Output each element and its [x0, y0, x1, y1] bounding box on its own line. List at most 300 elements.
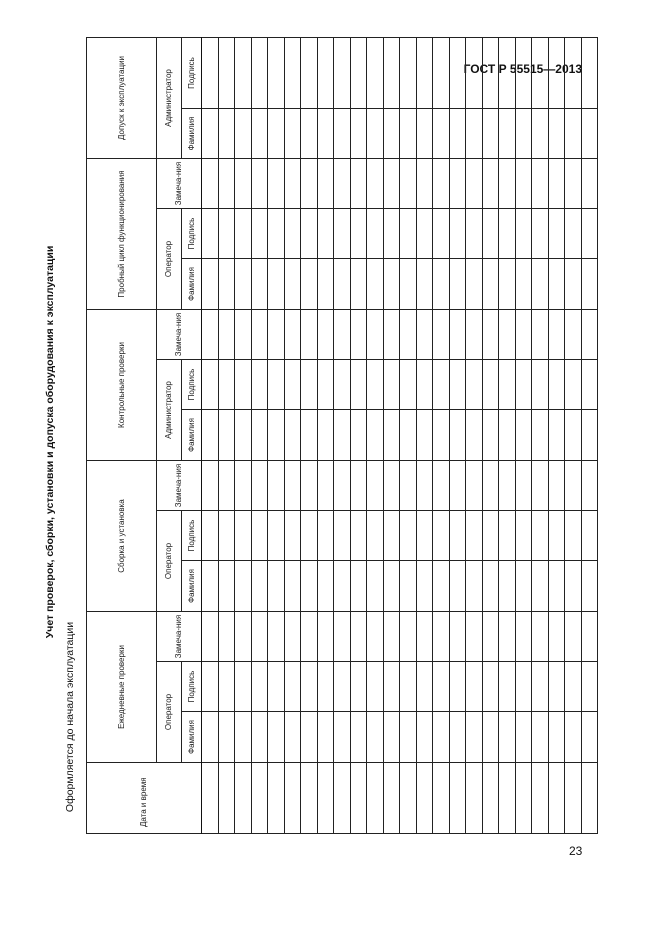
table-cell[interactable] [317, 360, 334, 410]
table-cell[interactable] [466, 511, 483, 561]
table-cell[interactable] [268, 612, 285, 662]
table-cell[interactable] [416, 310, 433, 360]
table-cell[interactable] [301, 159, 318, 209]
table-cell[interactable] [482, 612, 499, 662]
table-cell[interactable] [499, 360, 516, 410]
table-cell[interactable] [400, 612, 417, 662]
table-cell[interactable] [218, 561, 235, 612]
table-cell[interactable] [416, 612, 433, 662]
table-cell[interactable] [499, 259, 516, 310]
table-cell[interactable] [350, 763, 367, 834]
table-cell[interactable] [317, 763, 334, 834]
table-cell[interactable] [565, 310, 582, 360]
table-cell[interactable] [466, 310, 483, 360]
table-cell[interactable] [532, 37, 549, 108]
table-cell[interactable] [515, 109, 532, 159]
table-cell[interactable] [532, 159, 549, 209]
table-cell[interactable] [235, 410, 252, 461]
table-cell[interactable] [499, 109, 516, 159]
table-cell[interactable] [565, 561, 582, 612]
table-cell[interactable] [433, 159, 450, 209]
table-cell[interactable] [565, 209, 582, 259]
table-cell[interactable] [383, 109, 400, 159]
table-cell[interactable] [202, 310, 219, 360]
table-cell[interactable] [499, 662, 516, 712]
table-cell[interactable] [251, 561, 268, 612]
table-cell[interactable] [218, 37, 235, 108]
table-cell[interactable] [350, 561, 367, 612]
table-cell[interactable] [515, 662, 532, 712]
table-cell[interactable] [433, 662, 450, 712]
table-cell[interactable] [433, 612, 450, 662]
table-cell[interactable] [383, 310, 400, 360]
table-cell[interactable] [350, 259, 367, 310]
table-cell[interactable] [218, 109, 235, 159]
table-cell[interactable] [565, 763, 582, 834]
table-cell[interactable] [202, 410, 219, 461]
table-cell[interactable] [202, 763, 219, 834]
table-cell[interactable] [499, 159, 516, 209]
table-cell[interactable] [515, 561, 532, 612]
table-cell[interactable] [565, 159, 582, 209]
table-cell[interactable] [400, 259, 417, 310]
table-cell[interactable] [400, 712, 417, 763]
table-cell[interactable] [581, 360, 598, 410]
table-cell[interactable] [350, 410, 367, 461]
table-cell[interactable] [301, 310, 318, 360]
table-cell[interactable] [301, 259, 318, 310]
table-cell[interactable] [515, 511, 532, 561]
table-cell[interactable] [367, 712, 384, 763]
table-cell[interactable] [268, 209, 285, 259]
table-cell[interactable] [334, 662, 351, 712]
table-cell[interactable] [565, 461, 582, 511]
table-cell[interactable] [202, 209, 219, 259]
table-cell[interactable] [251, 360, 268, 410]
table-cell[interactable] [400, 410, 417, 461]
table-cell[interactable] [317, 612, 334, 662]
table-cell[interactable] [350, 662, 367, 712]
table-cell[interactable] [284, 763, 301, 834]
table-cell[interactable] [251, 662, 268, 712]
table-cell[interactable] [350, 37, 367, 108]
table-cell[interactable] [284, 360, 301, 410]
table-cell[interactable] [466, 109, 483, 159]
table-cell[interactable] [202, 109, 219, 159]
table-cell[interactable] [284, 159, 301, 209]
table-cell[interactable] [466, 159, 483, 209]
table-cell[interactable] [466, 461, 483, 511]
table-cell[interactable] [482, 37, 499, 108]
table-cell[interactable] [202, 360, 219, 410]
table-cell[interactable] [565, 612, 582, 662]
table-cell[interactable] [433, 360, 450, 410]
table-cell[interactable] [581, 410, 598, 461]
table-cell[interactable] [416, 159, 433, 209]
table-cell[interactable] [383, 612, 400, 662]
table-cell[interactable] [581, 259, 598, 310]
table-cell[interactable] [235, 360, 252, 410]
table-cell[interactable] [416, 360, 433, 410]
table-cell[interactable] [268, 360, 285, 410]
table-cell[interactable] [515, 763, 532, 834]
table-cell[interactable] [416, 37, 433, 108]
table-cell[interactable] [268, 461, 285, 511]
table-cell[interactable] [532, 410, 549, 461]
table-cell[interactable] [482, 209, 499, 259]
table-cell[interactable] [218, 763, 235, 834]
table-cell[interactable] [367, 159, 384, 209]
table-cell[interactable] [202, 259, 219, 310]
table-cell[interactable] [218, 159, 235, 209]
table-cell[interactable] [548, 360, 565, 410]
table-cell[interactable] [548, 712, 565, 763]
table-cell[interactable] [218, 259, 235, 310]
table-cell[interactable] [581, 209, 598, 259]
table-cell[interactable] [532, 612, 549, 662]
table-cell[interactable] [350, 109, 367, 159]
table-cell[interactable] [416, 511, 433, 561]
table-cell[interactable] [466, 561, 483, 612]
table-cell[interactable] [202, 159, 219, 209]
table-cell[interactable] [317, 662, 334, 712]
table-cell[interactable] [532, 310, 549, 360]
table-cell[interactable] [218, 461, 235, 511]
table-cell[interactable] [251, 37, 268, 108]
table-cell[interactable] [301, 461, 318, 511]
table-cell[interactable] [400, 209, 417, 259]
table-cell[interactable] [218, 712, 235, 763]
table-cell[interactable] [548, 662, 565, 712]
table-cell[interactable] [334, 37, 351, 108]
table-cell[interactable] [449, 763, 466, 834]
table-cell[interactable] [400, 662, 417, 712]
table-cell[interactable] [499, 37, 516, 108]
table-cell[interactable] [581, 310, 598, 360]
table-cell[interactable] [581, 561, 598, 612]
table-cell[interactable] [350, 159, 367, 209]
table-cell[interactable] [416, 461, 433, 511]
table-cell[interactable] [449, 461, 466, 511]
table-cell[interactable] [449, 511, 466, 561]
table-cell[interactable] [218, 662, 235, 712]
table-cell[interactable] [466, 763, 483, 834]
table-cell[interactable] [202, 612, 219, 662]
table-cell[interactable] [334, 763, 351, 834]
table-cell[interactable] [334, 360, 351, 410]
table-cell[interactable] [334, 109, 351, 159]
table-cell[interactable] [466, 360, 483, 410]
table-cell[interactable] [548, 109, 565, 159]
table-cell[interactable] [532, 209, 549, 259]
table-cell[interactable] [581, 612, 598, 662]
table-cell[interactable] [334, 511, 351, 561]
table-cell[interactable] [334, 310, 351, 360]
table-cell[interactable] [532, 259, 549, 310]
table-cell[interactable] [301, 209, 318, 259]
table-cell[interactable] [350, 310, 367, 360]
table-cell[interactable] [251, 259, 268, 310]
table-cell[interactable] [466, 259, 483, 310]
table-cell[interactable] [317, 37, 334, 108]
table-cell[interactable] [548, 511, 565, 561]
table-cell[interactable] [433, 109, 450, 159]
table-cell[interactable] [268, 712, 285, 763]
table-cell[interactable] [251, 310, 268, 360]
table-cell[interactable] [565, 712, 582, 763]
table-cell[interactable] [433, 37, 450, 108]
table-cell[interactable] [482, 561, 499, 612]
table-cell[interactable] [466, 612, 483, 662]
table-cell[interactable] [334, 561, 351, 612]
table-cell[interactable] [268, 159, 285, 209]
table-cell[interactable] [416, 712, 433, 763]
table-cell[interactable] [548, 159, 565, 209]
table-cell[interactable] [334, 410, 351, 461]
table-cell[interactable] [251, 612, 268, 662]
table-cell[interactable] [565, 109, 582, 159]
table-cell[interactable] [367, 360, 384, 410]
table-cell[interactable] [202, 712, 219, 763]
table-cell[interactable] [482, 712, 499, 763]
table-cell[interactable] [433, 511, 450, 561]
table-cell[interactable] [466, 712, 483, 763]
table-cell[interactable] [400, 159, 417, 209]
table-cell[interactable] [251, 763, 268, 834]
table-cell[interactable] [548, 763, 565, 834]
table-cell[interactable] [433, 310, 450, 360]
table-cell[interactable] [251, 712, 268, 763]
table-cell[interactable] [515, 612, 532, 662]
table-cell[interactable] [350, 461, 367, 511]
table-cell[interactable] [416, 561, 433, 612]
table-cell[interactable] [416, 209, 433, 259]
table-cell[interactable] [251, 109, 268, 159]
table-cell[interactable] [251, 511, 268, 561]
table-cell[interactable] [367, 109, 384, 159]
table-cell[interactable] [301, 662, 318, 712]
table-cell[interactable] [284, 511, 301, 561]
table-cell[interactable] [383, 37, 400, 108]
table-cell[interactable] [449, 159, 466, 209]
table-cell[interactable] [218, 310, 235, 360]
table-cell[interactable] [548, 310, 565, 360]
table-cell[interactable] [499, 712, 516, 763]
table-cell[interactable] [548, 37, 565, 108]
table-cell[interactable] [482, 310, 499, 360]
table-cell[interactable] [334, 259, 351, 310]
table-cell[interactable] [449, 561, 466, 612]
table-cell[interactable] [515, 310, 532, 360]
table-cell[interactable] [202, 561, 219, 612]
table-cell[interactable] [532, 763, 549, 834]
table-cell[interactable] [499, 209, 516, 259]
table-cell[interactable] [383, 259, 400, 310]
table-cell[interactable] [334, 712, 351, 763]
table-cell[interactable] [400, 561, 417, 612]
table-cell[interactable] [301, 37, 318, 108]
table-cell[interactable] [499, 612, 516, 662]
table-cell[interactable] [565, 511, 582, 561]
table-cell[interactable] [565, 360, 582, 410]
table-cell[interactable] [202, 511, 219, 561]
table-cell[interactable] [301, 511, 318, 561]
table-cell[interactable] [449, 109, 466, 159]
table-cell[interactable] [367, 37, 384, 108]
table-cell[interactable] [565, 662, 582, 712]
table-cell[interactable] [515, 37, 532, 108]
table-cell[interactable] [482, 763, 499, 834]
table-cell[interactable] [367, 662, 384, 712]
table-cell[interactable] [334, 461, 351, 511]
table-cell[interactable] [416, 259, 433, 310]
table-cell[interactable] [433, 561, 450, 612]
table-cell[interactable] [218, 410, 235, 461]
table-cell[interactable] [532, 662, 549, 712]
table-cell[interactable] [268, 511, 285, 561]
table-cell[interactable] [284, 612, 301, 662]
table-cell[interactable] [383, 712, 400, 763]
table-cell[interactable] [235, 712, 252, 763]
table-cell[interactable] [284, 410, 301, 461]
table-cell[interactable] [202, 37, 219, 108]
table-cell[interactable] [284, 662, 301, 712]
table-cell[interactable] [416, 109, 433, 159]
table-cell[interactable] [400, 109, 417, 159]
table-cell[interactable] [499, 511, 516, 561]
table-cell[interactable] [317, 410, 334, 461]
table-cell[interactable] [581, 763, 598, 834]
table-cell[interactable] [284, 712, 301, 763]
table-cell[interactable] [284, 310, 301, 360]
table-cell[interactable] [449, 209, 466, 259]
table-cell[interactable] [284, 259, 301, 310]
table-cell[interactable] [235, 209, 252, 259]
table-cell[interactable] [482, 159, 499, 209]
table-cell[interactable] [581, 712, 598, 763]
table-cell[interactable] [400, 511, 417, 561]
table-cell[interactable] [383, 410, 400, 461]
table-cell[interactable] [317, 310, 334, 360]
table-cell[interactable] [416, 410, 433, 461]
table-cell[interactable] [367, 209, 384, 259]
table-cell[interactable] [235, 561, 252, 612]
table-cell[interactable] [532, 461, 549, 511]
table-cell[interactable] [235, 310, 252, 360]
table-cell[interactable] [416, 662, 433, 712]
table-cell[interactable] [317, 209, 334, 259]
table-cell[interactable] [350, 360, 367, 410]
table-cell[interactable] [251, 461, 268, 511]
table-cell[interactable] [284, 37, 301, 108]
table-cell[interactable] [449, 310, 466, 360]
table-cell[interactable] [548, 461, 565, 511]
table-cell[interactable] [548, 561, 565, 612]
table-cell[interactable] [400, 763, 417, 834]
table-cell[interactable] [268, 410, 285, 461]
table-cell[interactable] [400, 37, 417, 108]
table-cell[interactable] [334, 612, 351, 662]
table-cell[interactable] [284, 209, 301, 259]
table-cell[interactable] [235, 511, 252, 561]
table-cell[interactable] [400, 360, 417, 410]
table-cell[interactable] [433, 209, 450, 259]
table-cell[interactable] [317, 461, 334, 511]
table-cell[interactable] [565, 259, 582, 310]
table-cell[interactable] [499, 410, 516, 461]
table-cell[interactable] [383, 511, 400, 561]
table-cell[interactable] [581, 461, 598, 511]
table-cell[interactable] [367, 612, 384, 662]
table-cell[interactable] [433, 461, 450, 511]
table-cell[interactable] [367, 763, 384, 834]
table-cell[interactable] [482, 511, 499, 561]
table-cell[interactable] [301, 360, 318, 410]
table-cell[interactable] [565, 410, 582, 461]
table-cell[interactable] [367, 511, 384, 561]
table-cell[interactable] [499, 561, 516, 612]
table-cell[interactable] [383, 159, 400, 209]
table-cell[interactable] [268, 109, 285, 159]
table-cell[interactable] [581, 37, 598, 108]
table-cell[interactable] [350, 612, 367, 662]
table-cell[interactable] [334, 209, 351, 259]
table-cell[interactable] [284, 561, 301, 612]
table-cell[interactable] [532, 511, 549, 561]
table-cell[interactable] [284, 109, 301, 159]
table-cell[interactable] [367, 461, 384, 511]
table-cell[interactable] [235, 109, 252, 159]
table-cell[interactable] [433, 259, 450, 310]
table-cell[interactable] [301, 712, 318, 763]
table-cell[interactable] [548, 612, 565, 662]
table-cell[interactable] [581, 662, 598, 712]
table-cell[interactable] [317, 511, 334, 561]
table-cell[interactable] [268, 662, 285, 712]
table-cell[interactable] [350, 511, 367, 561]
table-cell[interactable] [251, 159, 268, 209]
table-cell[interactable] [317, 561, 334, 612]
table-cell[interactable] [449, 410, 466, 461]
table-cell[interactable] [482, 410, 499, 461]
table-cell[interactable] [301, 561, 318, 612]
table-cell[interactable] [251, 209, 268, 259]
table-cell[interactable] [235, 259, 252, 310]
table-cell[interactable] [499, 461, 516, 511]
table-cell[interactable] [218, 612, 235, 662]
table-cell[interactable] [350, 712, 367, 763]
table-cell[interactable] [268, 259, 285, 310]
table-cell[interactable] [482, 259, 499, 310]
table-cell[interactable] [515, 712, 532, 763]
table-cell[interactable] [367, 310, 384, 360]
table-cell[interactable] [235, 461, 252, 511]
table-cell[interactable] [367, 259, 384, 310]
table-cell[interactable] [482, 360, 499, 410]
table-cell[interactable] [317, 712, 334, 763]
table-cell[interactable] [218, 360, 235, 410]
table-cell[interactable] [548, 259, 565, 310]
table-cell[interactable] [367, 561, 384, 612]
table-cell[interactable] [482, 662, 499, 712]
table-cell[interactable] [466, 662, 483, 712]
table-cell[interactable] [581, 159, 598, 209]
table-cell[interactable] [466, 209, 483, 259]
table-cell[interactable] [433, 763, 450, 834]
table-cell[interactable] [268, 37, 285, 108]
table-cell[interactable] [235, 763, 252, 834]
table-cell[interactable] [515, 360, 532, 410]
